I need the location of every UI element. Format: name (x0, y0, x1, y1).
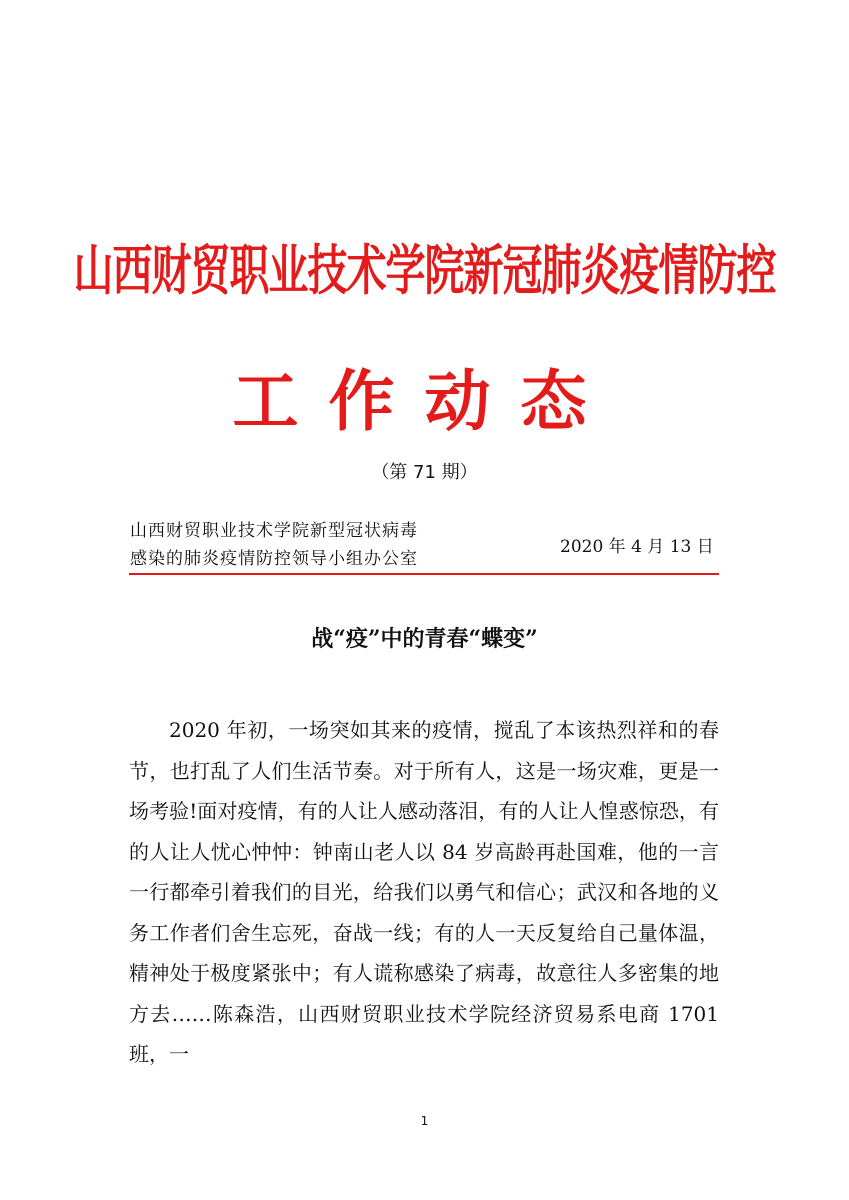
issue-number: （第 71 期） (371, 462, 478, 483)
issue-date: 2020 年 4 月 13 日 (560, 537, 714, 557)
article-paragraph: 2020 年初，一场突如其来的疫情，搅乱了本该热烈祥和的春节，也打乱了人们生活节奏。对于所有人，这是一场灾难，更是一场考验!面对疫情，有的人让人感动落泪，有的人让人惶惑惊恐，有的人让人忧心忡忡：钟南山老人以 84 岁高龄再赴国难，他的一言一行都牵引着我们的目光，给我们以勇气和信心；武汉和各地的义务工作者们舍生忘死，奋战一线；有的人一天反复给自己量体温，精神处于极度紧张中；有人谎称感染了病毒，故意往人多密集的地方去……陈森浩，山西财贸职业技术学院经济贸易系电商 1701 班，一 (129, 718, 719, 1066)
masthead-subtitle: 工作动态 (232, 362, 617, 440)
red-divider (129, 573, 719, 575)
issuing-office-line2: 感染的肺炎疫情防控领导小组办公室 (130, 549, 418, 569)
issuing-office-line1: 山西财贸职业技术学院新型冠状病毒 (130, 521, 418, 541)
issuing-office (130, 517, 418, 573)
masthead-title: 山西财贸职业技术学院新冠肺炎疫情防控 (73, 240, 776, 303)
page-number: 1 (420, 1114, 429, 1128)
article-title: 战“疫”中的青春“蝶变” (311, 626, 538, 652)
